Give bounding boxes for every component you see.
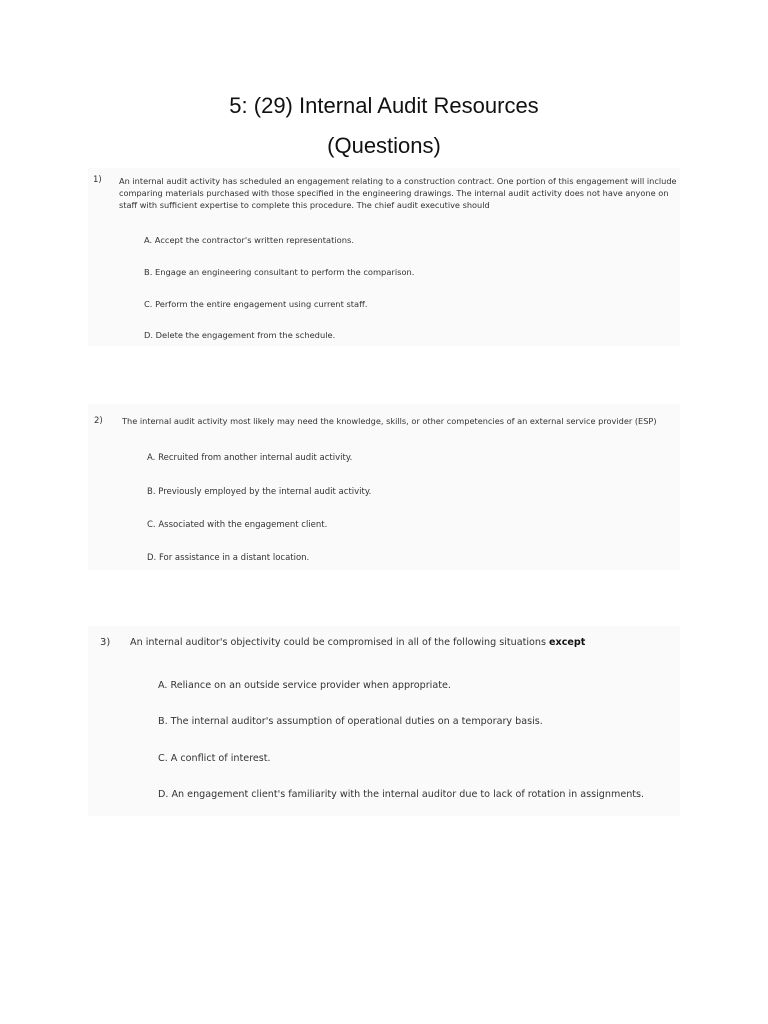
option-b: B. Engage an engineering consultant to perform the comparison. [144,267,415,277]
question-1 [88,168,680,346]
question-text [130,637,670,648]
option-a: A. Accept the contractor's written representations. [144,235,354,245]
option-d: D. An engagement client's familiarity with the internal auditor due to lack of rotation in assignments. [158,789,645,800]
option-d: D. For assistance in a distant location. [147,553,310,563]
question-text: An internal audit activity has scheduled an engagement relating to a construction contract. One portion of this engagement will include comparing materials purchased with those specified in the engineering drawings. The internal audit activity does not have anyone on staff with sufficient expertise to complete this procedure. The chief audit executive should [119,176,677,210]
option-a: A. Recruited from another internal audit activity. [147,453,353,463]
question-number: 3) [100,637,111,648]
question-text-emphasis: except [549,637,586,648]
option-d: D. Delete the engagement from the schedule. [144,330,336,340]
page-title: 5: (29) Internal Audit Resources [229,93,539,118]
option-b: B. The internal auditor's assumption of operational duties on a temporary basis. [158,716,543,727]
question-text: The internal audit activity most likely may need the knowledge, skills, or other competencies of an external service provider (ESP) [122,416,657,426]
question-number: 2) [94,416,103,426]
option-c: C. A conflict of interest. [158,753,271,764]
page-subtitle: (Questions) [327,133,441,158]
question-text-main: An internal auditor's objectivity could be compromised in all of the following situations [130,637,546,648]
question-2 [88,404,680,570]
option-a: A. Reliance on an outside service provider when appropriate. [158,680,451,691]
question-number: 1) [93,175,102,185]
question-3 [88,626,680,816]
option-c: C. Associated with the engagement client. [147,520,328,530]
option-c: C. Perform the entire engagement using current staff. [144,299,368,309]
option-b: B. Previously employed by the internal audit activity. [147,487,372,497]
